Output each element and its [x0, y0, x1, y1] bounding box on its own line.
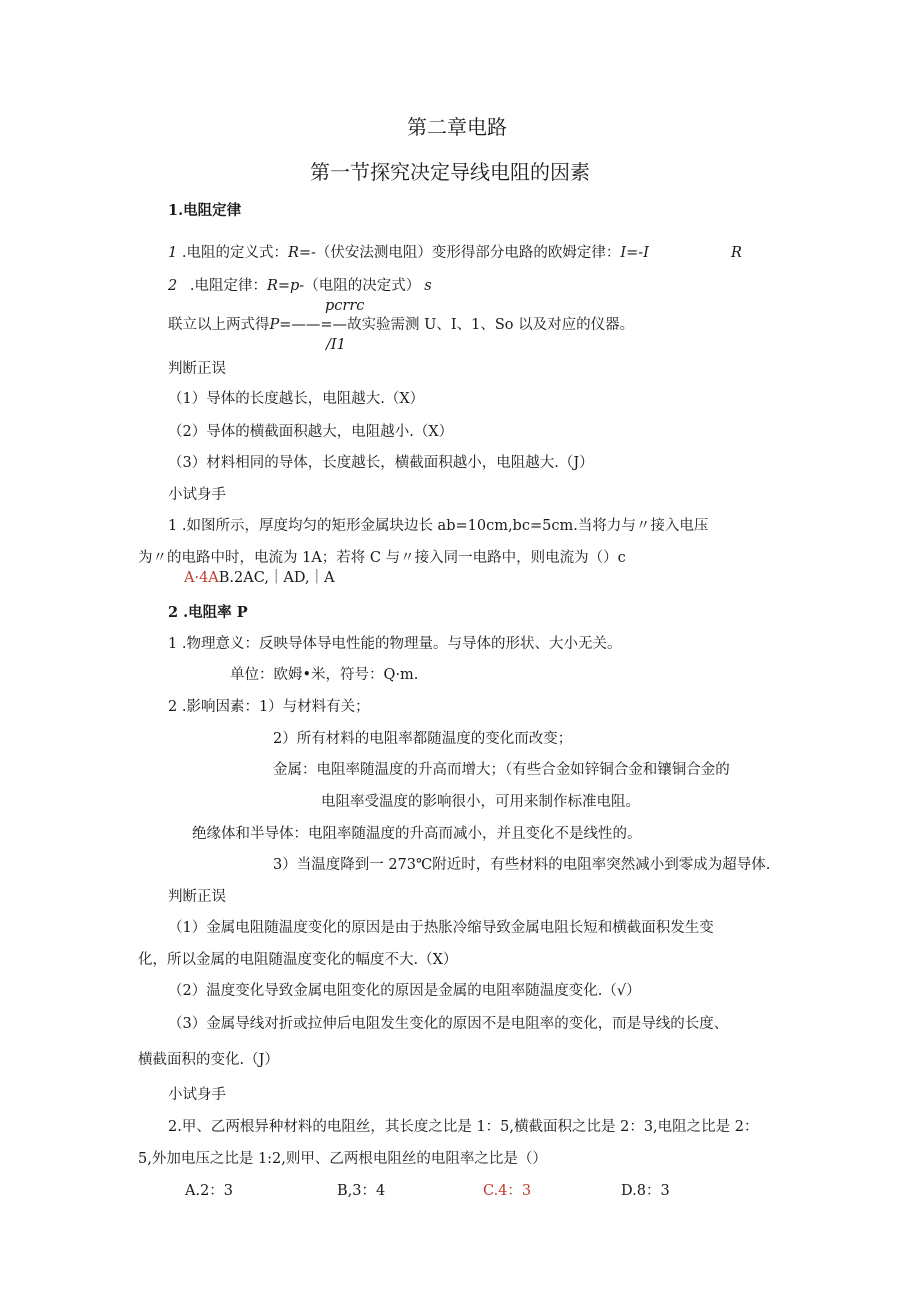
question-2-line-2: 5,外加电压之比是 1:2,则甲、乙两根电阻丝的电阻率之比是（）: [138, 1151, 547, 1167]
judge-item: （2）导体的横截面积越大，电阻越小.（X）: [168, 424, 454, 440]
combine-formula: P=——=—: [269, 317, 348, 333]
option-b: B,3：4: [337, 1183, 386, 1199]
metal-line-a: 金属：电阻率随温度的升高而增大；（有些合金如锌铜合金和镶铜合金的: [273, 762, 730, 778]
try-title-2: 小试身手: [168, 1087, 226, 1103]
formula-r-denominator: R: [731, 245, 742, 261]
law-line: [168, 279, 432, 294]
formula-law: R=p-: [266, 278, 305, 294]
question-1-options: [184, 571, 335, 586]
option-answer: A·4A: [184, 570, 219, 586]
factor-2: 2）所有材料的电阻率都随温度的变化而改变；: [273, 731, 573, 747]
judge-item: （3）材料相同的导体，长度越长，横截面积越小，电阻越大.（J）: [168, 455, 594, 471]
section-title: 第一节探究决定导线电阻的因素: [310, 160, 590, 184]
formula-s: s: [424, 278, 432, 294]
line-text: .电阻的定义式：: [181, 245, 288, 261]
line-text-rest: （伏安法测电阻）变形得部分电路的欧姆定律：: [315, 245, 621, 261]
try-title-1: 小试身手: [168, 487, 226, 503]
fraction-denominator: /I1: [326, 337, 346, 353]
heading-resistance-law: 1.电阻定律: [168, 202, 242, 219]
combine-text: 联立以上两式得: [168, 317, 270, 333]
judge-item: （1）导体的长度越长，电阻越大.（X）: [168, 391, 425, 407]
option-d: D.8：3: [621, 1183, 670, 1199]
line-text: .电阻定律：: [189, 278, 267, 294]
line-num: 2: [168, 278, 178, 294]
judge-item: （3）金属导线对折或拉伸后电阻发生变化的原因不是电阻率的变化，而是导线的长度、: [168, 1016, 729, 1032]
option-rest: B.2AC,｜AD,｜A: [218, 570, 335, 586]
judge-item: （1）金属电阻随温度变化的原因是由于热胀冷缩导致金属电阻长短和横截面积发生变: [168, 920, 714, 936]
judge-title-2: 判断正误: [168, 889, 226, 905]
insulator-line: 绝缘体和半导体：电阻率随温度的升高而减小，并且变化不是线性的。: [192, 826, 642, 842]
judge-item-continued: 化，所以金属的电阻随温度变化的幅度不大.（X）: [138, 952, 458, 968]
combine-line: [168, 318, 634, 333]
unit-line: 单位：欧姆•米，符号：Q·m.: [230, 667, 419, 683]
judge-item-continued: 横截面积的变化.（J）: [138, 1052, 279, 1068]
physical-meaning: 1 .物理意义：反映导体导电性能的物理量。与导体的形状、大小无关。: [168, 636, 622, 652]
line-text-rest: （电阻的决定式）: [304, 278, 421, 294]
question-1-line-1: 1 .如图所示，厚度均匀的矩形金属块边长 ab=10cm,bc=5cm.当将力与〃接入电压: [168, 518, 709, 534]
judge-item: （2）温度变化导致金属电阻变化的原因是金属的电阻率随温度变化.（√）: [168, 983, 641, 999]
fraction-numerator: pcrrc: [325, 298, 365, 314]
judge-title-1: 判断正误: [168, 361, 226, 377]
option-a: A.2：3: [185, 1183, 234, 1199]
factor-3: 3）当温度降到一 273℃附近时，有些材料的电阻率突然减小到零成为超导体.: [273, 857, 771, 873]
metal-line-b: 电阻率受温度的影响很小，可用来制作标准电阻。: [321, 794, 640, 810]
question-1-line-2: 为〃的电路中时，电流为 1A；若将 C 与〃接入同一电路中，则电流为（）c: [138, 550, 626, 566]
combine-text-rest: 故实验需测 U、I、1、So 以及对应的仪器。: [347, 317, 635, 333]
factors-line: 2 .影响因素：1）与材料有关；: [168, 699, 370, 715]
line-num: 1: [168, 245, 178, 261]
question-2-line-1: 2.甲、乙两根异种材料的电阻丝，其长度之比是 1：5,横截面积之比是 2：3,电阻之比是 2：: [168, 1119, 759, 1135]
chapter-title: 第二章电路: [407, 115, 507, 139]
formula-r-def: R=-: [287, 245, 316, 261]
definition-line: [168, 246, 649, 261]
option-c-answer: C.4：3: [483, 1183, 532, 1199]
heading-resistivity: 2 .电阻率 P: [168, 604, 248, 621]
formula-ohm: I=-I: [620, 245, 649, 261]
